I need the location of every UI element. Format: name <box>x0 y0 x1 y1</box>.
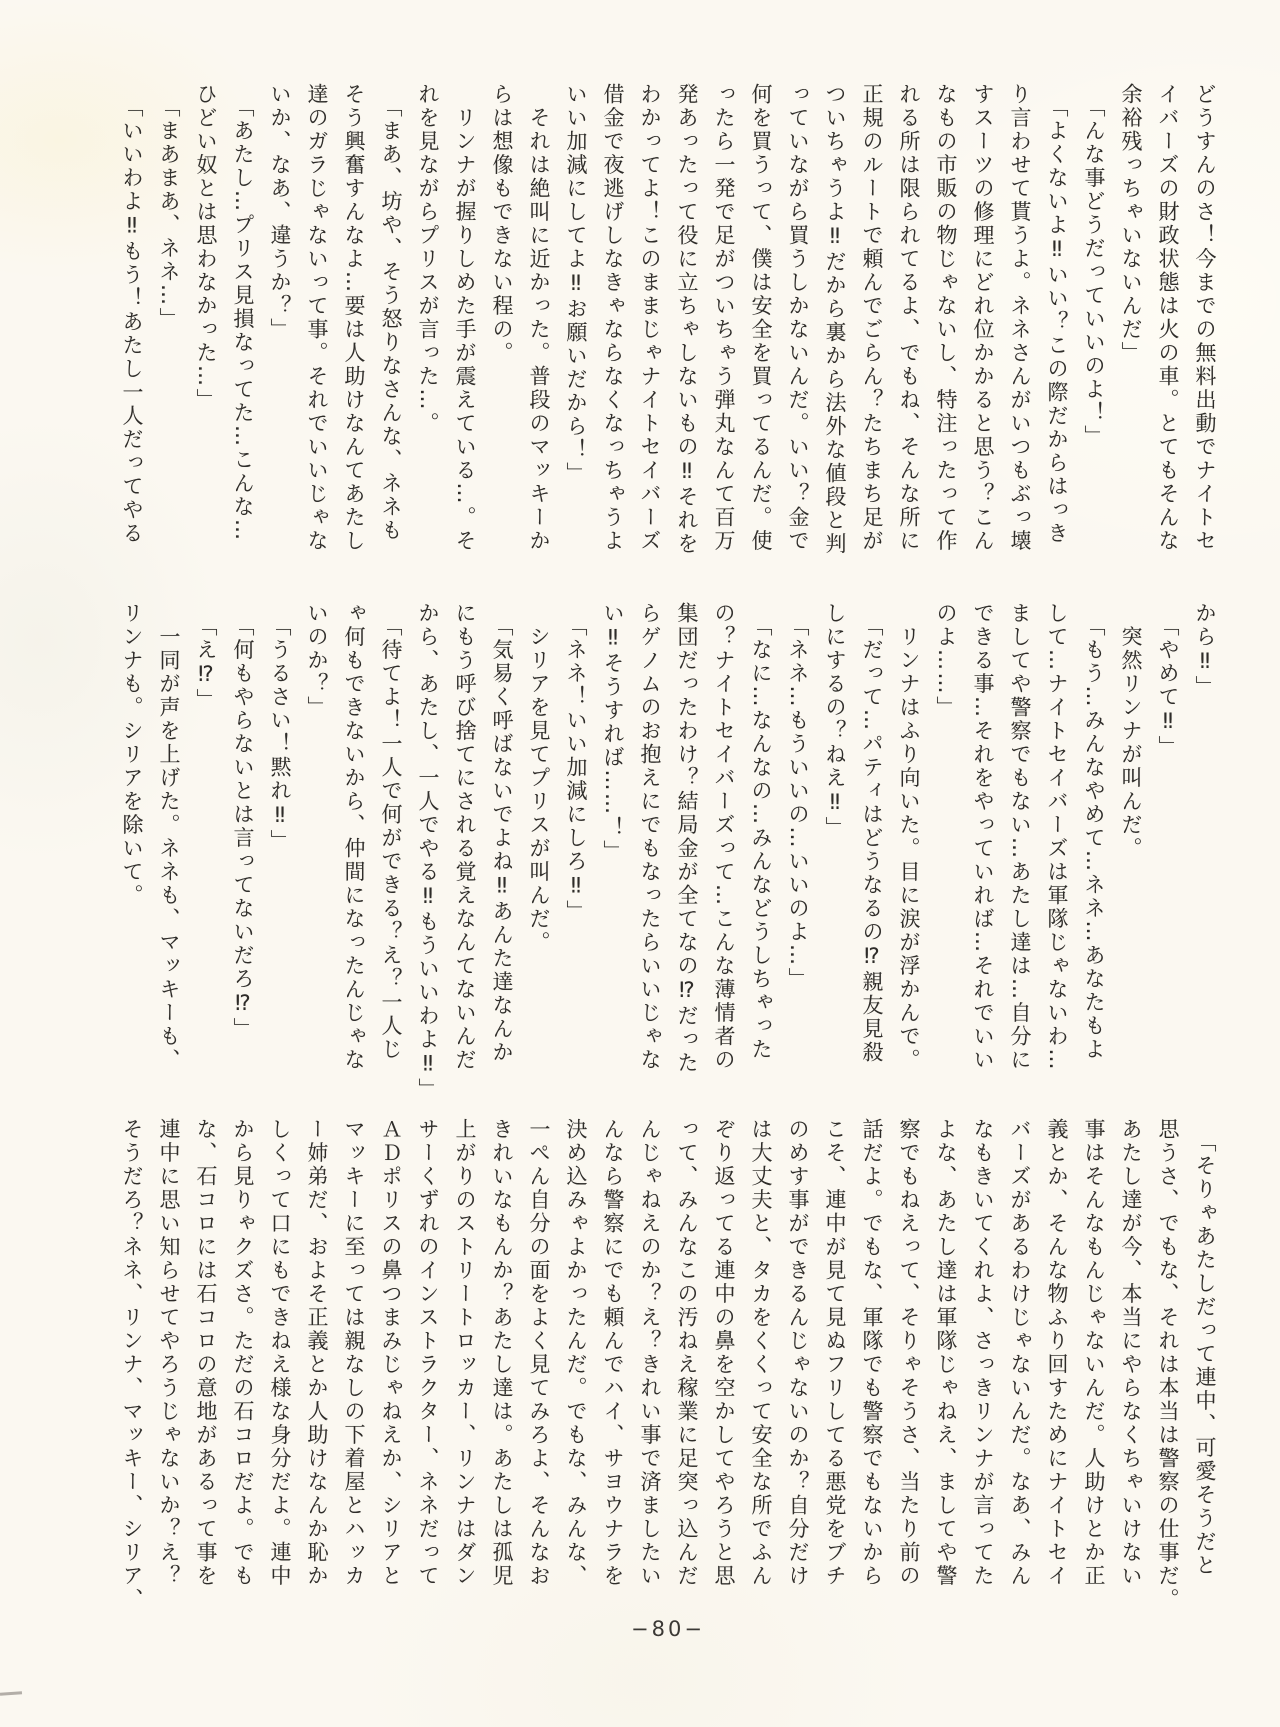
text-column: 集団だったわけ？結局金が全てなの⁉だった <box>675 602 699 1075</box>
text-column: しにするの？ねえ‼」 <box>823 602 847 840</box>
text-column: 察でもねえって、そりゃそうさ、当たり前の <box>897 1118 921 1588</box>
text-column: ひどい奴とは思わなかった…」 <box>194 83 218 412</box>
text-column: すスーツの修理にどれ位かかると思う？こん <box>971 83 995 553</box>
text-column: から見りゃクズさ。ただの石コロだよ。でも <box>231 1118 255 1588</box>
text-column: ＡＤポリスの鼻つまみじゃねえか、シリアと <box>379 1118 403 1588</box>
text-column: こそ、連中が見て見ぬフリしてる悪党をブチ <box>823 1118 847 1588</box>
text-column: いい加減にしてよ‼お願いだから！」 <box>564 83 588 486</box>
text-column: あたし達が今、本当にやらなくちゃいけない <box>1119 1118 1143 1588</box>
text-column: サーくずれのインストラクター、ネネだって <box>416 1118 440 1588</box>
text-column: 義とか、そんな物ふり回すためにナイトセイ <box>1045 1118 1069 1588</box>
text-column: ゃ何もできないから、仲間になったんじゃな <box>342 602 366 1072</box>
text-column: 思うさ、でもな、それは本当は警察の仕事だ。 <box>1156 1118 1180 1612</box>
text-column: は大丈夫と、タカをくくって安全な所でふん <box>749 1118 773 1588</box>
text-column: 「そりゃあたしだって連中、可愛そうだと <box>1193 1118 1217 1578</box>
text-column: バーズがあるわけじゃないんだ。なあ、みん <box>1008 1118 1032 1588</box>
text-column: シリアを見てプリスが叫んだ。 <box>527 602 551 955</box>
text-column: できる事…それをやっていれば…それでいい <box>971 602 995 1072</box>
text-column: マッキーに至っては親なしの下着屋とハッカ <box>342 1118 366 1588</box>
text-column: 上がりのストリートロッカー、リンナはダン <box>453 1118 477 1588</box>
text-column: 「気易く呼ばないでよね‼あんた達なんか <box>490 602 514 1065</box>
text-column: らゲノムのお抱えにでもなったらいいじゃな <box>638 602 662 1072</box>
text-column: 何を買うって、僕は安全を買ってるんだ。使 <box>749 83 773 553</box>
text-band-bottom <box>113 1118 1223 1623</box>
text-column: 余裕残っちゃいないんだ」 <box>1119 83 1143 365</box>
text-column: 「ネネ！いい加減にしろ‼」 <box>564 602 588 924</box>
text-column: ー姉弟だ、およそ正義とか人助けなんか恥か <box>305 1118 329 1588</box>
text-column: 「よくないよ‼いい？この際だからはっき <box>1045 83 1069 546</box>
text-column: いのか？」 <box>305 602 329 720</box>
text-band-middle <box>113 602 1223 1107</box>
text-column: 「なに…なんなの…みんなどうしちゃった <box>749 602 773 1062</box>
text-column: なもの市販の物じゃないし、特注ったって作 <box>934 83 958 553</box>
text-column: んじゃねえのか？え？きれい事で済ましたい <box>638 1118 662 1588</box>
text-column: の？ナイトセイバーズって…こんな薄情者の <box>712 602 736 1072</box>
text-column: 「やめて‼」 <box>1156 602 1180 759</box>
text-column: らは想像もできない程の。 <box>490 83 514 365</box>
page-number: −80− <box>631 1617 705 1641</box>
text-column: 一ぺん自分の面をよく見てみろよ、そんなお <box>527 1118 551 1588</box>
text-column: イバーズの財政状態は火の車。とてもそんな <box>1156 83 1180 553</box>
text-column: 話だよ。でもな、軍隊でも警察でもないから <box>860 1118 884 1588</box>
text-column: リンナも。シリアを除いて。 <box>120 602 144 908</box>
text-column: のよ……」 <box>934 602 958 720</box>
text-column: のめす事ができるんじゃないのか？自分だけ <box>786 1118 810 1588</box>
text-column: 正規のルートで頼んでごらん？たちまち足が <box>860 83 884 553</box>
text-column: 達のガラじゃないって事。それでいいじゃな <box>305 83 329 553</box>
text-column: ついちゃうよ‼だから裏から法外な値段と判 <box>823 83 847 556</box>
text-column: リンナはふり向いた。目に涙が浮かんで。 <box>897 602 921 1072</box>
text-column: よな、あたし達は軍隊じゃねえ、ましてや警 <box>934 1118 958 1588</box>
text-column: どうすんのさ！今までの無料出動でナイトセ <box>1193 83 1217 553</box>
text-column: ったら一発で足がついちゃう弾丸なんて百万 <box>712 83 736 553</box>
text-column: れる所は限られてるよ、でもね、そんな所に <box>897 83 921 553</box>
text-column: 「もう…みんなやめて…ネネ…あなたもよ <box>1082 602 1106 1062</box>
text-column: なもきいてくれよ、さっきリンナが言ってた <box>971 1118 995 1588</box>
text-column: から、あたし、一人でやる‼もういいわよ‼」 <box>416 602 440 1102</box>
text-column: い‼そうすれば……！」 <box>601 602 625 864</box>
text-column: きれいなもんか？あたし達は。あたしは孤児 <box>490 1118 514 1588</box>
text-column: 「ネネ…もういいの…いいのよ…」 <box>786 602 810 991</box>
text-band-top <box>113 83 1223 588</box>
text-column: ぞり返ってる連中の鼻を空かしてやろうと思 <box>712 1118 736 1588</box>
text-column: 「あたし…プリス見損なってた…こんな… <box>231 83 255 543</box>
text-column: にもう呼び捨てにされる覚えなんてないんだ <box>453 602 477 1072</box>
scan-edge-artifact <box>0 1691 22 1696</box>
text-column: 「まあまあ、ネネ…」 <box>157 83 181 331</box>
text-column: 「まあ、坊や、そう怒りなさんな、ネネも <box>379 83 403 543</box>
text-column: な、石コロには石コロの意地があるって事を <box>194 1118 218 1588</box>
text-column: リンナが握りしめた手が震えている…。そ <box>453 83 477 553</box>
text-column: 「だって…パティはどうなるの⁉親友見殺 <box>860 602 884 1065</box>
text-column: それは絶叫に近かった。普段のマッキーか <box>527 83 551 553</box>
text-column: そうだろ？ネネ、リンナ、マッキー、シリア、 <box>120 1118 144 1612</box>
text-column: いか、なあ、違うか？」 <box>268 83 292 342</box>
text-column: 発あったって役に立ちゃしないもの‼それを <box>675 83 699 556</box>
text-column: ましてや警察でもない…あたし達は…自分に <box>1008 602 1032 1072</box>
text-column: しくって口にもできねえ様な身分だよ。連中 <box>268 1118 292 1588</box>
text-column: っていながら買うしかないんだ。いい？金で <box>786 83 810 553</box>
text-column: 「待てよ！一人で何ができる？え？一人じ <box>379 602 403 1062</box>
text-column: 決め込みゃよかったんだ。でもな、みんな、 <box>564 1118 588 1588</box>
text-column: から‼」 <box>1193 602 1217 699</box>
text-column: 事はそんなもんじゃないんだ。人助けとか正 <box>1082 1118 1106 1588</box>
text-column: して…ナイトセイバーズは軍隊じゃないわ… <box>1045 602 1069 1072</box>
text-column: 一同が声を上げた。ネネも、マッキーも、 <box>157 602 181 1072</box>
text-column: 「え⁉」 <box>194 602 218 712</box>
text-column: んなら警察にでも頼んでハイ、サヨウナラを <box>601 1118 625 1588</box>
text-column: 「んな事どうだっていいのよ！」 <box>1082 83 1106 449</box>
text-column: り言わせて貰うよ。ネネさんがいつもぶっ壊 <box>1008 83 1032 553</box>
text-column: そう興奮すんなよ…要は人助けなんてあたし <box>342 83 366 553</box>
text-column: って、みんなこの汚ねえ稼業に足突っ込んだ <box>675 1118 699 1588</box>
text-column: 「うるさい！黙れ‼」 <box>268 602 292 853</box>
text-column: 連中に思い知らせてやろうじゃないか？え？ <box>157 1118 181 1588</box>
text-column: 借金で夜逃げしなきゃならなくなっちゃうよ <box>601 83 625 553</box>
text-column: 「何もやらないとは言ってないだろ⁉」 <box>231 602 255 1041</box>
text-column: れを見ながらプリスが言った…。 <box>416 83 440 436</box>
text-column: 突然リンナが叫んだ。 <box>1119 602 1143 861</box>
text-column: 「いいわよ‼もう！あたし一人だってやる <box>120 83 144 546</box>
text-column: わかってよ！このままじゃナイトセイバーズ <box>638 83 662 553</box>
